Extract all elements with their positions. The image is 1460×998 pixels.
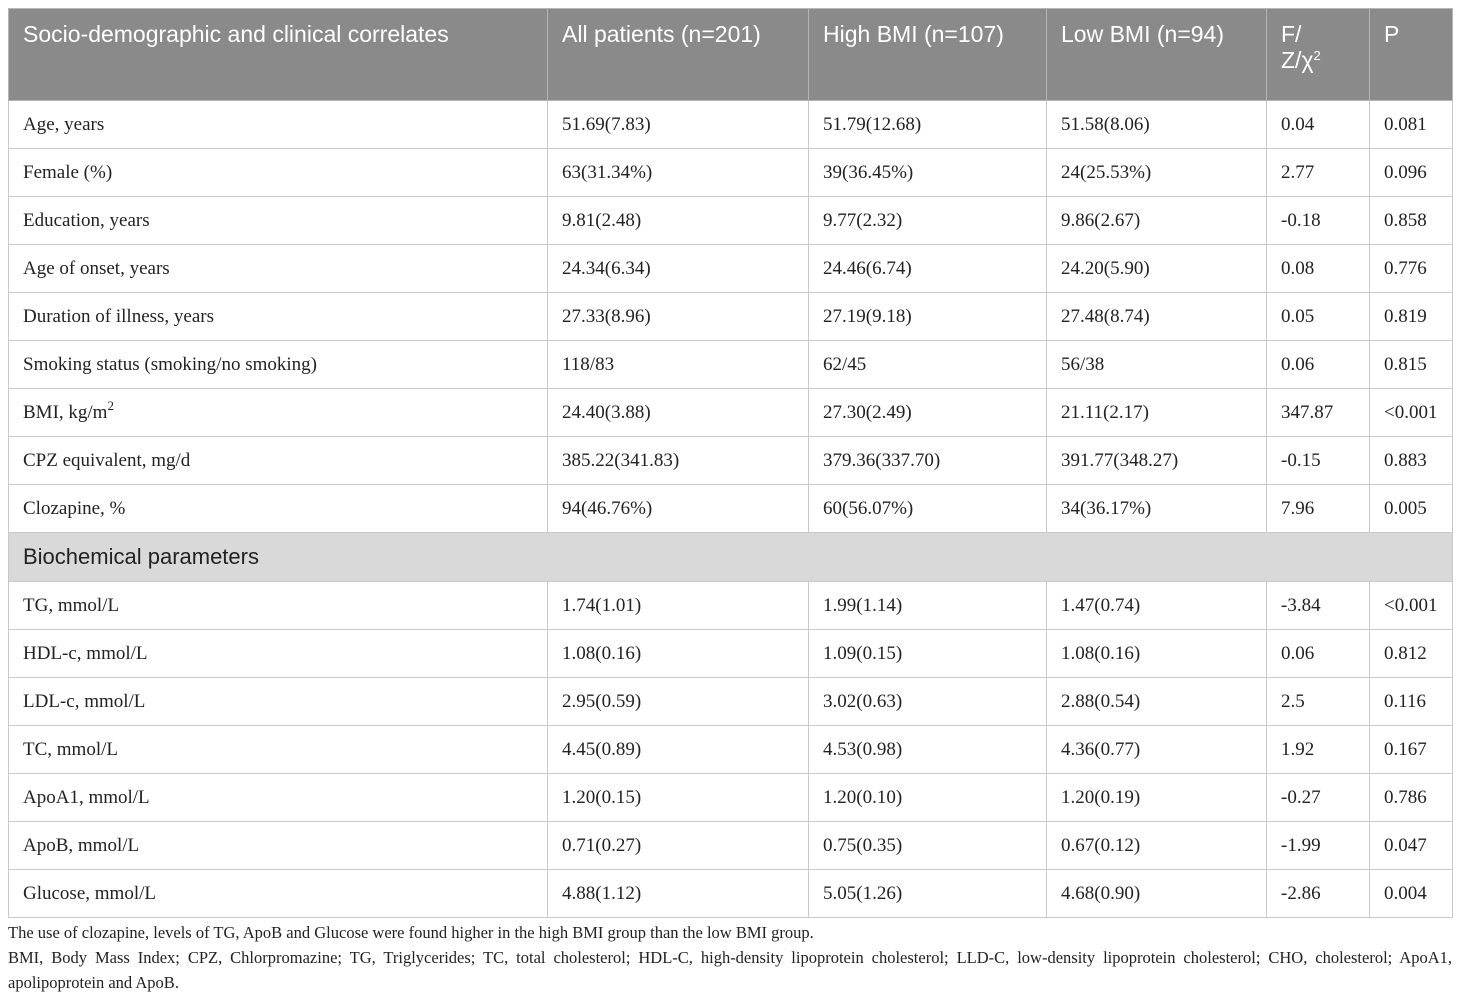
p-value-text: 0.081 bbox=[1384, 113, 1427, 135]
low-bmi-value bbox=[1047, 726, 1267, 774]
table-body bbox=[9, 101, 1453, 918]
high-bmi-value bbox=[809, 582, 1047, 630]
test-statistic-value-text: 0.06 bbox=[1281, 642, 1315, 664]
low-bmi-value bbox=[1047, 630, 1267, 678]
row-label-text: TG, mmol/L bbox=[23, 594, 120, 616]
test-statistic-value bbox=[1267, 774, 1370, 822]
low-bmi-value-text: 24.20(5.90) bbox=[1061, 257, 1150, 279]
high-bmi-value bbox=[809, 293, 1047, 341]
all-patients-value bbox=[548, 678, 809, 726]
table-row bbox=[9, 822, 1453, 870]
low-bmi-value bbox=[1047, 101, 1267, 149]
high-bmi-value bbox=[809, 437, 1047, 485]
p-value-text: 0.812 bbox=[1384, 642, 1427, 664]
all-patients-value-text: 94(46.76%) bbox=[562, 497, 653, 519]
test-statistic-value bbox=[1267, 485, 1370, 533]
all-patients-value-text: 9.81(2.48) bbox=[562, 209, 642, 231]
high-bmi-value bbox=[809, 389, 1047, 437]
p-value bbox=[1370, 101, 1453, 149]
table-row bbox=[9, 293, 1453, 341]
test-statistic-value-text: -0.18 bbox=[1281, 209, 1321, 231]
low-bmi-value-text: 1.08(0.16) bbox=[1061, 642, 1141, 664]
all-patients-value-text: 1.74(1.01) bbox=[562, 594, 642, 616]
row-label bbox=[9, 389, 548, 437]
all-patients-value bbox=[548, 870, 809, 918]
row-label bbox=[9, 678, 548, 726]
test-statistic-value-text: 2.77 bbox=[1281, 161, 1315, 183]
test-statistic-value-text: 0.05 bbox=[1281, 305, 1315, 327]
all-patients-value-text: 1.08(0.16) bbox=[562, 642, 642, 664]
table-row bbox=[9, 197, 1453, 245]
high-bmi-value-text: 5.05(1.26) bbox=[823, 882, 903, 904]
header-test-statistic bbox=[1267, 9, 1370, 101]
high-bmi-value-text: 62/45 bbox=[823, 353, 867, 375]
section-header-row bbox=[9, 533, 1453, 582]
test-statistic-value-text: 1.92 bbox=[1281, 738, 1315, 760]
low-bmi-value bbox=[1047, 582, 1267, 630]
all-patients-value bbox=[548, 197, 809, 245]
test-statistic-value bbox=[1267, 678, 1370, 726]
all-patients-value bbox=[548, 389, 809, 437]
p-value-text: 0.858 bbox=[1384, 209, 1427, 231]
test-statistic-value-text: 347.87 bbox=[1281, 401, 1334, 423]
high-bmi-value bbox=[809, 630, 1047, 678]
high-bmi-value-text: 0.75(0.35) bbox=[823, 834, 903, 856]
row-label bbox=[9, 293, 548, 341]
p-value bbox=[1370, 341, 1453, 389]
results-table bbox=[8, 8, 1453, 918]
low-bmi-value bbox=[1047, 678, 1267, 726]
row-label bbox=[9, 437, 548, 485]
test-statistic-value-text: -0.15 bbox=[1281, 449, 1321, 471]
p-value bbox=[1370, 630, 1453, 678]
test-statistic-value-text: 0.04 bbox=[1281, 113, 1315, 135]
low-bmi-value bbox=[1047, 437, 1267, 485]
table-row bbox=[9, 582, 1453, 630]
row-label bbox=[9, 101, 548, 149]
test-statistic-value bbox=[1267, 437, 1370, 485]
all-patients-value-text: 118/83 bbox=[562, 353, 615, 375]
test-statistic-value bbox=[1267, 149, 1370, 197]
header-high-bmi: High BMI (n=107) bbox=[809, 9, 1047, 101]
table-row bbox=[9, 726, 1453, 774]
low-bmi-value bbox=[1047, 485, 1267, 533]
row-label bbox=[9, 774, 548, 822]
row-label-text: ApoA1, mmol/L bbox=[23, 786, 150, 808]
row-label-text: Clozapine, % bbox=[23, 497, 126, 519]
all-patients-value-text: 4.45(0.89) bbox=[562, 738, 642, 760]
p-value bbox=[1370, 870, 1453, 918]
p-value-text: <0.001 bbox=[1384, 401, 1438, 423]
row-label-text: Glucose, mmol/L bbox=[23, 882, 156, 904]
low-bmi-value bbox=[1047, 293, 1267, 341]
test-statistic-value bbox=[1267, 389, 1370, 437]
low-bmi-value bbox=[1047, 389, 1267, 437]
high-bmi-value-text: 3.02(0.63) bbox=[823, 690, 903, 712]
low-bmi-value bbox=[1047, 870, 1267, 918]
table-row bbox=[9, 630, 1453, 678]
p-value bbox=[1370, 726, 1453, 774]
header-stat-line2: Z/χ bbox=[1281, 47, 1314, 73]
p-value bbox=[1370, 437, 1453, 485]
low-bmi-value-text: 1.20(0.19) bbox=[1061, 786, 1141, 808]
row-label bbox=[9, 341, 548, 389]
high-bmi-value-text: 1.20(0.10) bbox=[823, 786, 903, 808]
test-statistic-value bbox=[1267, 341, 1370, 389]
row-label bbox=[9, 245, 548, 293]
low-bmi-value-text: 21.11(2.17) bbox=[1061, 401, 1149, 423]
high-bmi-value bbox=[809, 870, 1047, 918]
test-statistic-value-text: 2.5 bbox=[1281, 690, 1305, 712]
high-bmi-value bbox=[809, 678, 1047, 726]
test-statistic-value-text: -0.27 bbox=[1281, 786, 1321, 808]
high-bmi-value-text: 39(36.45%) bbox=[823, 161, 914, 183]
table-row bbox=[9, 389, 1453, 437]
table-row bbox=[9, 774, 1453, 822]
table-row bbox=[9, 870, 1453, 918]
header-stat-superscript: 2 bbox=[1313, 48, 1321, 63]
low-bmi-value-text: 4.68(0.90) bbox=[1061, 882, 1141, 904]
high-bmi-value-text: 1.99(1.14) bbox=[823, 594, 903, 616]
p-value bbox=[1370, 245, 1453, 293]
header-stat-line1: F/ bbox=[1281, 21, 1302, 47]
row-label-text: HDL-c, mmol/L bbox=[23, 642, 148, 664]
low-bmi-value bbox=[1047, 774, 1267, 822]
high-bmi-value-text: 9.77(2.32) bbox=[823, 209, 903, 231]
p-value bbox=[1370, 293, 1453, 341]
section-title: Biochemical parameters bbox=[9, 533, 1453, 582]
row-label-text: Age of onset, years bbox=[23, 257, 170, 279]
test-statistic-value bbox=[1267, 101, 1370, 149]
low-bmi-value-text: 24(25.53%) bbox=[1061, 161, 1152, 183]
low-bmi-value-text: 0.67(0.12) bbox=[1061, 834, 1141, 856]
high-bmi-value bbox=[809, 774, 1047, 822]
p-value bbox=[1370, 197, 1453, 245]
header-p-value: P bbox=[1370, 9, 1453, 101]
header-low-bmi: Low BMI (n=94) bbox=[1047, 9, 1267, 101]
p-value-text: 0.819 bbox=[1384, 305, 1427, 327]
all-patients-value bbox=[548, 101, 809, 149]
test-statistic-value-text: 0.06 bbox=[1281, 353, 1315, 375]
row-label-text: BMI, kg/m bbox=[23, 401, 108, 423]
all-patients-value-text: 0.71(0.27) bbox=[562, 834, 642, 856]
test-statistic-value-text: -1.99 bbox=[1281, 834, 1321, 856]
low-bmi-value-text: 51.58(8.06) bbox=[1061, 113, 1150, 135]
row-label bbox=[9, 485, 548, 533]
low-bmi-value bbox=[1047, 149, 1267, 197]
p-value bbox=[1370, 389, 1453, 437]
high-bmi-value-text: 379.36(337.70) bbox=[823, 449, 941, 471]
low-bmi-value bbox=[1047, 197, 1267, 245]
low-bmi-value-text: 1.47(0.74) bbox=[1061, 594, 1141, 616]
row-label-text: Smoking status (smoking/no smoking) bbox=[23, 353, 317, 375]
row-label-text: Education, years bbox=[23, 209, 150, 231]
row-label bbox=[9, 726, 548, 774]
footnote-abbreviations: BMI, Body Mass Index; CPZ, Chlorpromazine; TG, Triglycerides; TC, total cholesterol; HDL-C, high-density lipoprotein cholesterol; LLD-C, low-density lipoprotein cholesterol; CHO, cholesterol; ApoA1, apolipoprotein and ApoB. bbox=[8, 948, 1452, 992]
test-statistic-value-text: -3.84 bbox=[1281, 594, 1321, 616]
test-statistic-value-text: 7.96 bbox=[1281, 497, 1315, 519]
row-label bbox=[9, 582, 548, 630]
high-bmi-value-text: 4.53(0.98) bbox=[823, 738, 903, 760]
p-value-text: 0.005 bbox=[1384, 497, 1427, 519]
row-label-text: ApoB, mmol/L bbox=[23, 834, 140, 856]
row-label-text: LDL-c, mmol/L bbox=[23, 690, 146, 712]
high-bmi-value bbox=[809, 149, 1047, 197]
high-bmi-value-text: 51.79(12.68) bbox=[823, 113, 922, 135]
row-label-text: TC, mmol/L bbox=[23, 738, 118, 760]
low-bmi-value bbox=[1047, 822, 1267, 870]
table-row bbox=[9, 101, 1453, 149]
p-value bbox=[1370, 485, 1453, 533]
table-row bbox=[9, 485, 1453, 533]
high-bmi-value bbox=[809, 245, 1047, 293]
high-bmi-value bbox=[809, 341, 1047, 389]
p-value bbox=[1370, 774, 1453, 822]
row-label-text: Female (%) bbox=[23, 161, 113, 183]
low-bmi-value-text: 9.86(2.67) bbox=[1061, 209, 1141, 231]
all-patients-value bbox=[548, 726, 809, 774]
results-table-container bbox=[8, 8, 1452, 918]
test-statistic-value bbox=[1267, 245, 1370, 293]
row-label-text: Age, years bbox=[23, 113, 105, 135]
high-bmi-value bbox=[809, 485, 1047, 533]
p-value-text: 0.815 bbox=[1384, 353, 1427, 375]
row-label bbox=[9, 870, 548, 918]
p-value bbox=[1370, 822, 1453, 870]
table-row bbox=[9, 245, 1453, 293]
low-bmi-value-text: 391.77(348.27) bbox=[1061, 449, 1179, 471]
unit-superscript: 2 bbox=[107, 397, 114, 413]
table-row bbox=[9, 678, 1453, 726]
all-patients-value bbox=[548, 341, 809, 389]
test-statistic-value bbox=[1267, 630, 1370, 678]
test-statistic-value bbox=[1267, 822, 1370, 870]
p-value-text: 0.776 bbox=[1384, 257, 1427, 279]
high-bmi-value-text: 27.19(9.18) bbox=[823, 305, 912, 327]
p-value-text: 0.047 bbox=[1384, 834, 1427, 856]
high-bmi-value-text: 27.30(2.49) bbox=[823, 401, 912, 423]
all-patients-value-text: 4.88(1.12) bbox=[562, 882, 642, 904]
p-value-text: 0.167 bbox=[1384, 738, 1427, 760]
high-bmi-value bbox=[809, 101, 1047, 149]
header-all-patients: All patients (n=201) bbox=[548, 9, 809, 101]
low-bmi-value-text: 2.88(0.54) bbox=[1061, 690, 1141, 712]
p-value-text: <0.001 bbox=[1384, 594, 1438, 616]
table-header-row bbox=[9, 9, 1453, 101]
all-patients-value bbox=[548, 582, 809, 630]
all-patients-value-text: 1.20(0.15) bbox=[562, 786, 642, 808]
p-value-text: 0.116 bbox=[1384, 690, 1427, 712]
high-bmi-value-text: 1.09(0.15) bbox=[823, 642, 903, 664]
high-bmi-value-text: 24.46(6.74) bbox=[823, 257, 912, 279]
test-statistic-value-text: 0.08 bbox=[1281, 257, 1315, 279]
all-patients-value-text: 51.69(7.83) bbox=[562, 113, 651, 135]
table-row bbox=[9, 341, 1453, 389]
footnote-summary: The use of clozapine, levels of TG, ApoB and Glucose were found higher in the high BMI group than the low BMI group. bbox=[8, 923, 814, 942]
p-value bbox=[1370, 582, 1453, 630]
all-patients-value-text: 24.40(3.88) bbox=[562, 401, 651, 423]
all-patients-value bbox=[548, 149, 809, 197]
all-patients-value bbox=[548, 822, 809, 870]
all-patients-value-text: 385.22(341.83) bbox=[562, 449, 680, 471]
row-label-text: CPZ equivalent, mg/d bbox=[23, 449, 191, 471]
row-label bbox=[9, 197, 548, 245]
row-label bbox=[9, 149, 548, 197]
p-value bbox=[1370, 678, 1453, 726]
test-statistic-value bbox=[1267, 197, 1370, 245]
all-patients-value bbox=[548, 293, 809, 341]
test-statistic-value bbox=[1267, 582, 1370, 630]
all-patients-value-text: 24.34(6.34) bbox=[562, 257, 651, 279]
test-statistic-value bbox=[1267, 726, 1370, 774]
p-value-text: 0.786 bbox=[1384, 786, 1427, 808]
all-patients-value-text: 2.95(0.59) bbox=[562, 690, 642, 712]
all-patients-value bbox=[548, 437, 809, 485]
table-footnotes bbox=[8, 920, 1452, 995]
test-statistic-value bbox=[1267, 870, 1370, 918]
table-row bbox=[9, 149, 1453, 197]
all-patients-value bbox=[548, 630, 809, 678]
row-label-text: Duration of illness, years bbox=[23, 305, 215, 327]
all-patients-value bbox=[548, 774, 809, 822]
row-label bbox=[9, 822, 548, 870]
table-row bbox=[9, 437, 1453, 485]
test-statistic-value bbox=[1267, 293, 1370, 341]
p-value bbox=[1370, 149, 1453, 197]
all-patients-value bbox=[548, 245, 809, 293]
high-bmi-value bbox=[809, 822, 1047, 870]
p-value-text: 0.883 bbox=[1384, 449, 1427, 471]
p-value-text: 0.096 bbox=[1384, 161, 1427, 183]
high-bmi-value bbox=[809, 197, 1047, 245]
low-bmi-value bbox=[1047, 245, 1267, 293]
header-correlates: Socio-demographic and clinical correlates bbox=[9, 9, 548, 101]
all-patients-value bbox=[548, 485, 809, 533]
test-statistic-value-text: -2.86 bbox=[1281, 882, 1321, 904]
all-patients-value-text: 27.33(8.96) bbox=[562, 305, 651, 327]
row-label bbox=[9, 630, 548, 678]
low-bmi-value-text: 34(36.17%) bbox=[1061, 497, 1152, 519]
p-value-text: 0.004 bbox=[1384, 882, 1427, 904]
low-bmi-value-text: 27.48(8.74) bbox=[1061, 305, 1150, 327]
low-bmi-value-text: 56/38 bbox=[1061, 353, 1105, 375]
high-bmi-value-text: 60(56.07%) bbox=[823, 497, 914, 519]
high-bmi-value bbox=[809, 726, 1047, 774]
low-bmi-value-text: 4.36(0.77) bbox=[1061, 738, 1141, 760]
low-bmi-value bbox=[1047, 341, 1267, 389]
all-patients-value-text: 63(31.34%) bbox=[562, 161, 653, 183]
